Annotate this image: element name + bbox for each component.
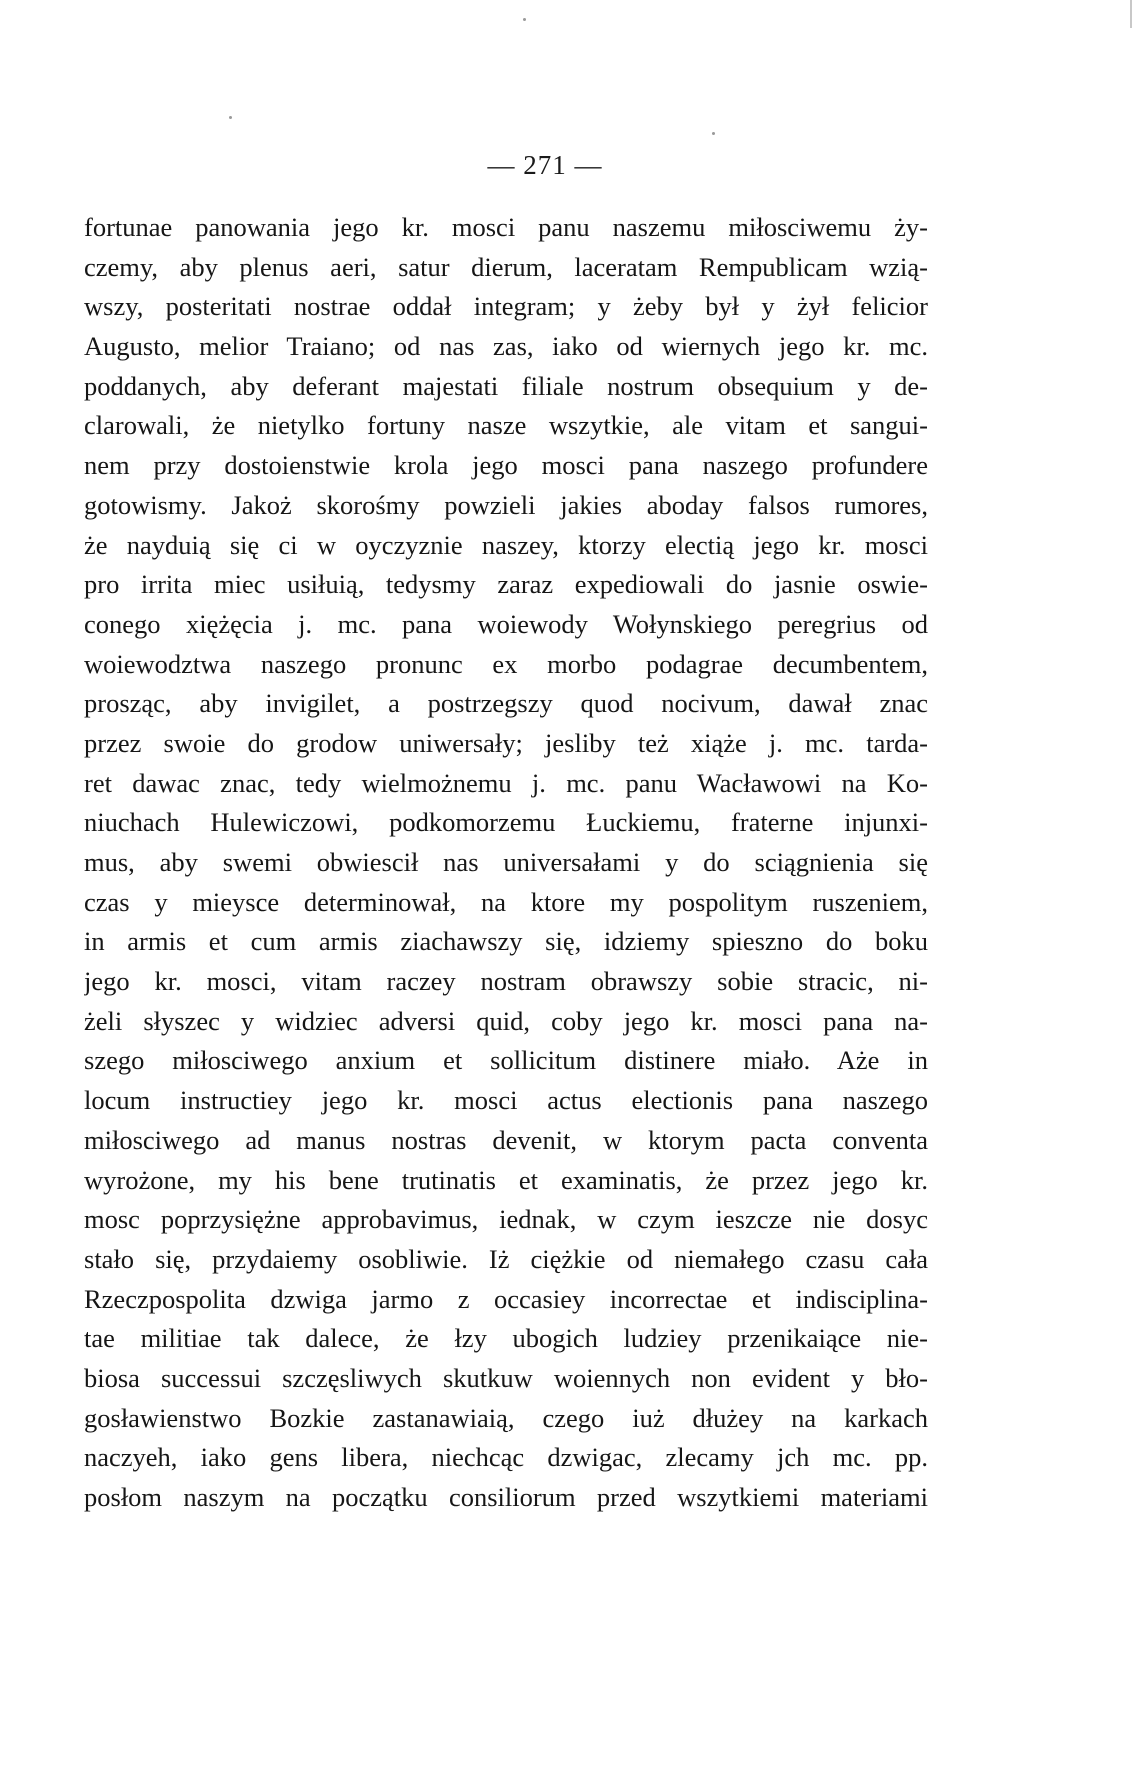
text-line: ret dawac znac, tedy wielmożnemu j. mc. panu Wacławowi na Ko-: [84, 767, 928, 798]
scan-edge-mark: [1130, 0, 1132, 28]
text-line: jego kr. mosci, vitam raczey nostram obrawszy sobie stracic, ni-: [84, 966, 928, 997]
text-line: gosławienstwo Bozkie zastanawiaią, czego iuż dłużey na karkach: [84, 1402, 928, 1433]
text-line: fortunae panowania jego kr. mosci panu naszemu miłosciwemu ży-: [84, 212, 928, 242]
text-line: in armis et cum armis ziachawszy się, idziemy spieszno do boku: [84, 926, 928, 957]
text-line: conego xiężęcia j. mc. pana woiewody Wołynskiego peregrius od: [84, 608, 928, 639]
text-line: niuchach Hulewiczowi, podkomorzemu Łuckiemu, fraterne injunxi-: [84, 807, 928, 838]
text-line: poddanych, aby deferant majestati filiale nostrum obsequium y de-: [84, 370, 928, 401]
body-text: [84, 208, 928, 1518]
text-line: clarowali, że nietylko fortuny nasze wszytkie, ale vitam et sangui-: [84, 410, 928, 441]
text-line: locum instructiey jego kr. mosci actus electionis pana naszego: [84, 1085, 928, 1116]
scan-speck: [523, 18, 526, 21]
text-line: miłosciwego ad manus nostras devenit, w ktorym pacta conventa: [84, 1124, 928, 1155]
text-line: przez swoie do grodow uniwersały; jesliby też xiąże j. mc. tarda-: [84, 727, 928, 758]
text-line: nem przy dostoienstwie krola jego mosci pana naszego profundere: [84, 450, 928, 481]
scan-speck: [712, 132, 715, 135]
text-line: prosząc, aby invigilet, a postrzegszy quod nocivum, dawał znac: [84, 688, 928, 719]
text-line: Rzeczpospolita dzwiga jarmo z occasiey incorrectae et indisciplina-: [84, 1283, 928, 1314]
text-line: Augusto, melior Traiano; od nas zas, iako od wiernych jego kr. mc.: [84, 331, 928, 362]
text-line: posłom naszym na początku consiliorum przed wszytkiemi materiami: [84, 1482, 928, 1512]
text-line: czemy, aby plenus aeri, satur dierum, laceratam Rempublicam wzią-: [84, 251, 928, 282]
text-line: naczyeh, iako gens libera, niechcąc dzwigac, zlecamy jch mc. pp.: [84, 1442, 928, 1473]
page-number: — 271 —: [487, 150, 603, 180]
scan-speck: [229, 116, 232, 119]
text-line: mus, aby swemi obwiescił nas universałami y do sciągnienia się: [84, 847, 928, 877]
text-line: pro irrita miec usiłuią, tedysmy zaraz expediowali do jasnie oswie-: [84, 569, 928, 600]
text-line: szego miłosciwego anxium et sollicitum distinere miało. Aże in: [84, 1045, 928, 1076]
text-line: stało się, przydaiemy osobliwie. Iż ciężkie od niemałego czasu cała: [84, 1243, 928, 1274]
text-line: gotowismy. Jakoż skorośmy powzieli jakies aboday falsos rumores,: [84, 489, 928, 520]
text-line: tae militiae tak dalece, że łzy ubogich ludziey przenikaiące nie-: [84, 1323, 928, 1354]
text-line: woiewodztwa naszego pronunc ex morbo podagrae decumbentem,: [84, 648, 928, 679]
text-line: mosc poprzysiężne approbavimus, iednak, w czym ieszcze nie dosyc: [84, 1204, 928, 1235]
text-line: wszy, posteritati nostrae oddał integram; y żeby był y żył felicior: [84, 291, 928, 322]
text-line: że nayduią się ci w oyczyznie naszey, ktorzy electią jego kr. mosci: [84, 529, 928, 560]
text-line: biosa successui szczęsliwych skutkuw woiennych non evident y bło-: [84, 1362, 928, 1393]
text-line: wyrożone, my his bene trutinatis et examinatis, że przez jego kr.: [84, 1164, 928, 1195]
text-line: żeli słyszec y widziec adversi quid, coby jego kr. mosci pana na-: [84, 1005, 928, 1036]
text-line: czas y mieysce determinował, na ktore my pospolitym ruszeniem,: [84, 886, 928, 917]
